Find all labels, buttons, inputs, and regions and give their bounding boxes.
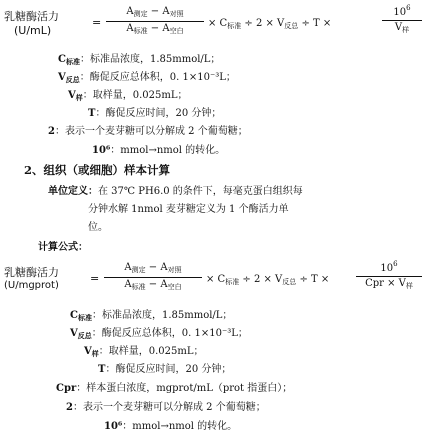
formula-2-equals: = (90, 272, 100, 285)
formula-2-lhs-label: 乳糖酶活力 (4, 266, 59, 279)
formula-1-equals: = (92, 16, 102, 29)
formula-2-middle-terms: × $C_{标准} \div 2 \times V_{反总} \div T$ × (206, 274, 330, 286)
section-2-heading: 2、组织（或细胞）样本计算 (24, 163, 171, 177)
formula-1-lhs-label: 乳糖酶活力 (4, 10, 59, 23)
formula-1-absorbance-fraction (106, 6, 204, 37)
fraction-numerator: $A_{测定} - A_{对照}$ (126, 6, 184, 18)
formula-1-conversion-fraction: $10^6$ $V_样$ (382, 2, 422, 36)
definition-row: T：酶促反应时间，20 分钟； (98, 364, 232, 375)
unit-definition-line-3: 位。 (88, 222, 108, 233)
definition-row: 2：表示一个麦芽糖可以分解成 2 个葡萄糖； (66, 402, 266, 413)
fraction-denominator: $A_{标准} - A_{空白}$ (126, 23, 184, 35)
definition-row: $V_样$：取样量，0.025mL； (84, 346, 204, 358)
definition-row: Cpr：样本蛋白浓度，mgprot/mL（prot 指蛋白）； (56, 383, 293, 394)
calc-formula-label: 计算公式： (38, 242, 88, 253)
formula-2-absorbance-fraction: $A_{测定} - A_{对照}$ $A_{标准} - A_{空白}$ (104, 262, 202, 293)
definition-row: 10⁶：mmol→nmol 的转化。 (92, 145, 226, 156)
definition-row: 2：表示一个麦芽糖可以分解成 2 个葡萄糖； (48, 126, 248, 137)
unit-definition-line-1: 单位定义：在 37℃ PH6.0 的条件下，每毫克蛋白组织每 (48, 186, 303, 197)
definition-row: $V_{反总}$：酶促反应总体积，0. 1×10⁻³L； (58, 72, 236, 84)
unit-definition-line-2: 分钟水解 1nmol 麦芽糖定义为 1 个酶活力单 (88, 204, 289, 215)
definition-row: $C_{标准}$：标准品浓度，1.85mmol/L； (70, 310, 233, 322)
definition-row: $C_{标准}$：标准品浓度，1.85mmol/L； (58, 54, 221, 66)
definition-row: $V_样$：取样量，0.025mL； (68, 90, 188, 102)
definition-row: T：酶促反应时间，20 分钟； (88, 108, 222, 119)
definition-row: 10⁶：mmol→nmol 的转化。 (104, 421, 238, 432)
definition-row: $V_{反总}$：酶促反应总体积，0. 1×10⁻³L； (70, 328, 248, 340)
formula-1-lhs-unit: (U/mL) (14, 24, 52, 37)
formula-2-conversion-fraction: $10^6$ Cpr × $V_样$ (356, 258, 422, 292)
formula-2-lhs-unit: (U/mgprot) (4, 280, 59, 291)
formula-1-middle-terms: × $C_{标准} \div 2 \times V_{反总} \div T$ × (208, 18, 332, 30)
